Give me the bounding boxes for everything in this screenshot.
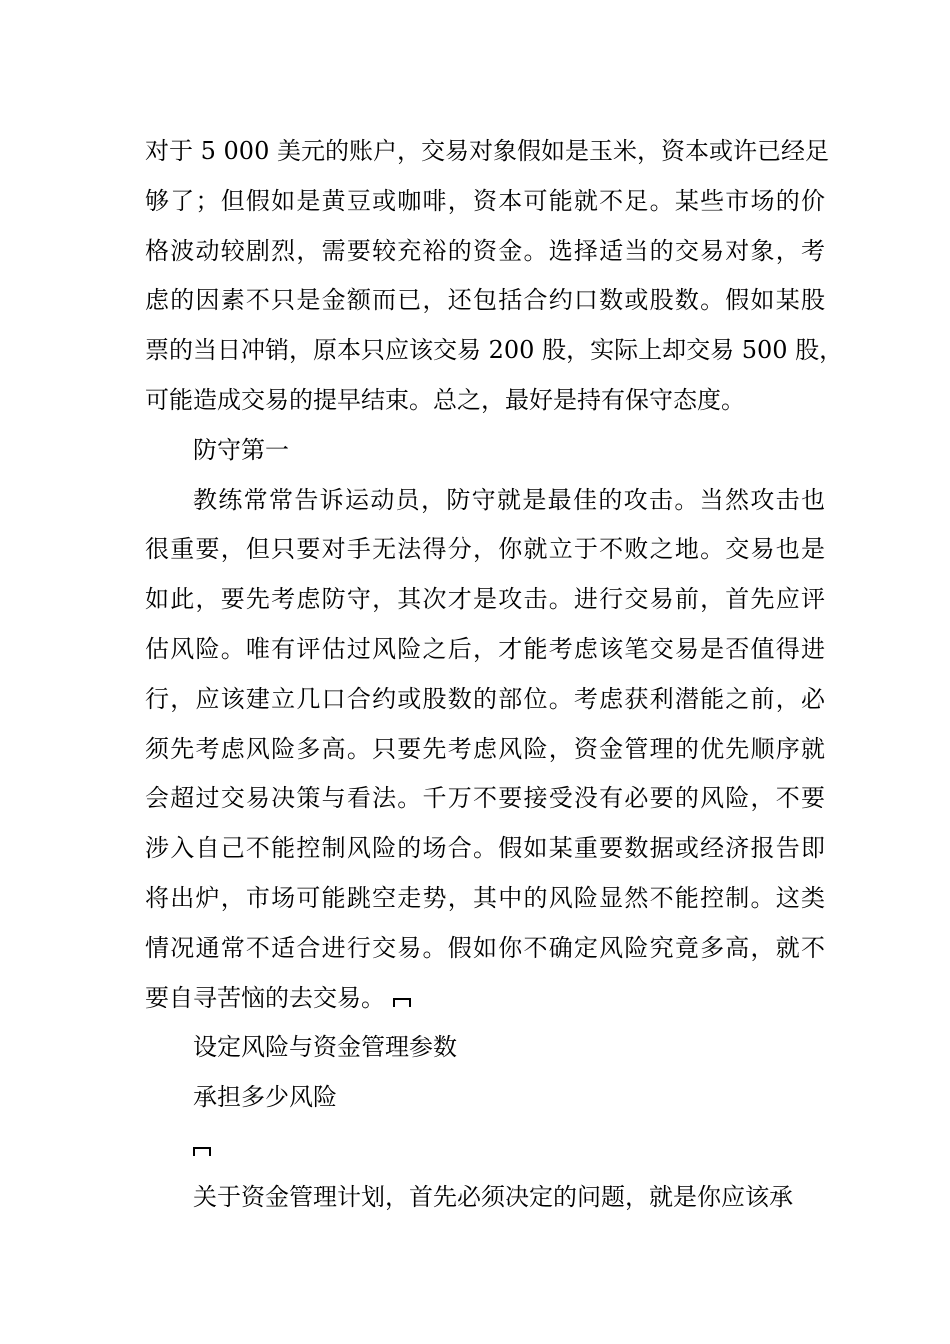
bracket-mark-icon bbox=[193, 1147, 211, 1156]
paragraph-line: 关于资金管理计划，首先必须决定的问题，就是你应该承 bbox=[193, 1182, 793, 1211]
body-text bbox=[145, 127, 844, 1223]
paragraph-line: 对于 5 000 美元的账户，交易对象假如是玉米，资本或许已经足 bbox=[145, 137, 829, 165]
paragraph-line: 很重要，但只要对手无法得分，你就立于不败之地。交易也是 bbox=[145, 535, 825, 564]
paragraph-line-text: 要自寻苦恼的去交易。 bbox=[145, 983, 385, 1012]
bracket-mark-icon bbox=[393, 998, 411, 1007]
paragraph-line: 须先考虑风险多高。只要先考虑风险，资金管理的优先顺序就 bbox=[145, 734, 825, 763]
paragraph-line: 估风险。唯有评估过风险之后，才能考虑该笔交易是否值得进 bbox=[145, 634, 825, 663]
paragraph-line: 如此，要先考虑防守，其次才是攻击。进行交易前，首先应评 bbox=[145, 585, 825, 614]
paragraph-line: 情况通常不适合进行交易。假如你不确定风险究竟多高，就不 bbox=[145, 933, 825, 962]
paragraph-line: 可能造成交易的提早结束。总之，最好是持有保守态度。 bbox=[145, 385, 745, 414]
paragraph-line: 涉入自己不能控制风险的场合。假如某重要数据或经济报告即 bbox=[145, 834, 825, 863]
mark-line bbox=[145, 1123, 825, 1173]
paragraph-line: 教练常常告诉运动员，防守就是最佳的攻击。当然攻击也 bbox=[193, 485, 825, 514]
paragraph-line: 会超过交易决策与看法。千万不要接受没有必要的风险，不要 bbox=[145, 784, 825, 813]
paragraph-line: 格波动较剧烈，需要较充裕的资金。选择适当的交易对象，考 bbox=[145, 236, 825, 265]
paragraph-line: 够了；但假如是黄豆或咖啡，资本可能就不足。某些市场的价 bbox=[145, 186, 825, 215]
paragraph-line: 票的当日冲销，原本只应该交易 200 股，实际上却交易 500 股， bbox=[145, 336, 844, 365]
subsection-heading: 承担多少风险 bbox=[193, 1083, 337, 1112]
paragraph-line: 虑的因素不只是金额而已，还包括合约口数或股数。假如某股 bbox=[145, 286, 825, 315]
paragraph-line: 行，应该建立几口合约或股数的部位。考虑获利潜能之前，必 bbox=[145, 684, 825, 713]
section-heading: 设定风险与资金管理参数 bbox=[193, 1033, 457, 1062]
paragraph-line-with-mark bbox=[145, 974, 825, 1024]
section-heading: 防守第一 bbox=[193, 435, 289, 464]
paragraph-line: 将出炉，市场可能跳空走势，其中的风险显然不能控制。这类 bbox=[145, 883, 825, 912]
